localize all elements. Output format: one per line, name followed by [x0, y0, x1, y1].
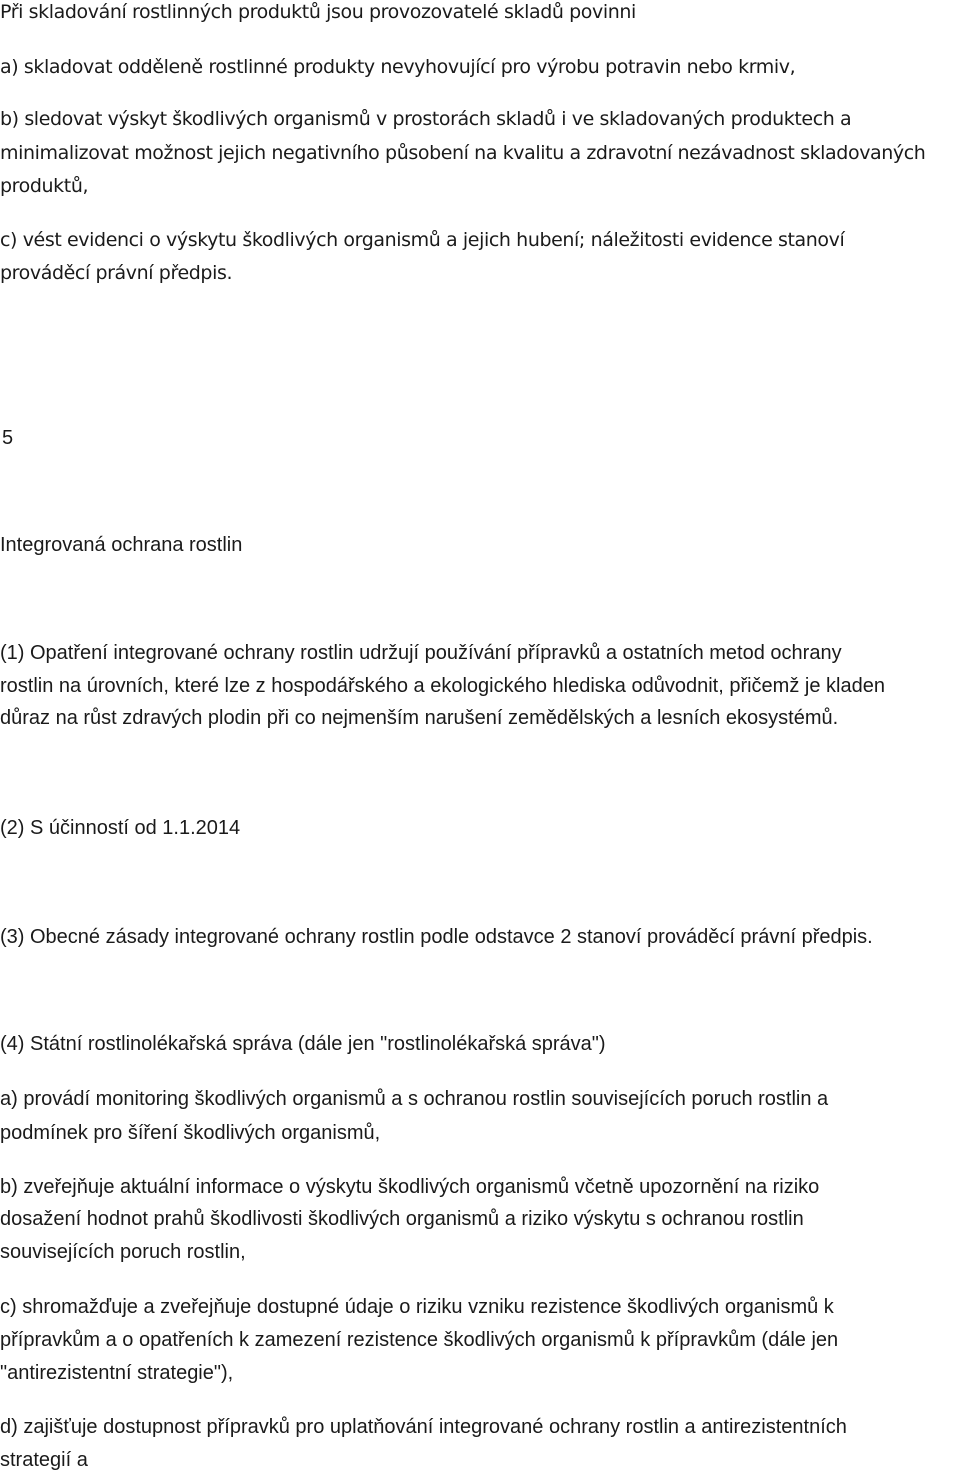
- section-heading: 5: [2, 427, 14, 449]
- text-line: (1) Opatření integrované ochrany rostlin udržují používání přípravků a ostatních metod ochrany: [0, 642, 842, 664]
- text-line: b) zveřejňuje aktuální informace o výskytu škodlivých organismů včetně upozornění na riziko: [0, 1176, 820, 1198]
- text-line: Při skladování rostlinných produktů jsou provozovatelé skladů povinni: [0, 1, 636, 23]
- text-line: produktů,: [0, 175, 89, 197]
- text-line: rostlin na úrovních, které lze z hospodářského a ekologického hlediska odůvodnit, přičemž je kladen: [0, 675, 885, 697]
- text-line: (3) Obecné zásady integrované ochrany rostlin podle odstavce 2 stanoví prováděcí právní předpis.: [0, 926, 873, 948]
- text-line: důraz na růst zdravých plodin při co nejmenším narušení zemědělských a lesních ekosystémů.: [0, 707, 839, 729]
- section-title: Integrovaná ochrana rostlin: [0, 534, 243, 556]
- text-line: "antirezistentní strategie"),: [0, 1362, 234, 1384]
- text-line: minimalizovat možnost jejich negativního působení na kvalitu a zdravotní nezávadnost skladovaných: [0, 142, 926, 164]
- text-line: a) skladovat odděleně rostlinné produkty nevyhovující pro výrobu potravin nebo krmiv,: [0, 56, 796, 78]
- text-line: b) sledovat výskyt škodlivých organismů v prostorách skladů i ve skladovaných produktech a: [0, 108, 852, 130]
- text-line: přípravkům a o opatřeních k zamezení rezistence škodlivých organismů k přípravkům (dále jen: [0, 1329, 839, 1351]
- text-line: podmínek pro šíření škodlivých organismů,: [0, 1122, 381, 1144]
- text-line: (4) Státní rostlinolékařská správa (dále jen "rostlinolékařská správa"): [0, 1033, 606, 1055]
- text-line: (2) S účinností od 1.1.2014: [0, 817, 241, 839]
- text-line: c) shromažďuje a zveřejňuje dostupné údaje o riziku vzniku rezistence škodlivých organismů k: [0, 1296, 834, 1318]
- text-line: a) provádí monitoring škodlivých organismů a s ochranou rostlin souvisejících poruch rostlin a: [0, 1088, 829, 1110]
- text-line: souvisejících poruch rostlin,: [0, 1241, 246, 1263]
- text-line: c) vést evidenci o výskytu škodlivých organismů a jejich hubení; náležitosti evidence stanoví: [0, 229, 845, 251]
- text-line: strategií a: [0, 1449, 88, 1471]
- text-line: d) zajišťuje dostupnost přípravků pro uplatňování integrované ochrany rostlin a antirezistentních: [0, 1416, 847, 1438]
- text-line: dosažení hodnot prahů škodlivosti škodlivých organismů a riziko výskytu s ochranou rostlin: [0, 1208, 804, 1230]
- text-line: prováděcí právní předpis.: [0, 262, 233, 284]
